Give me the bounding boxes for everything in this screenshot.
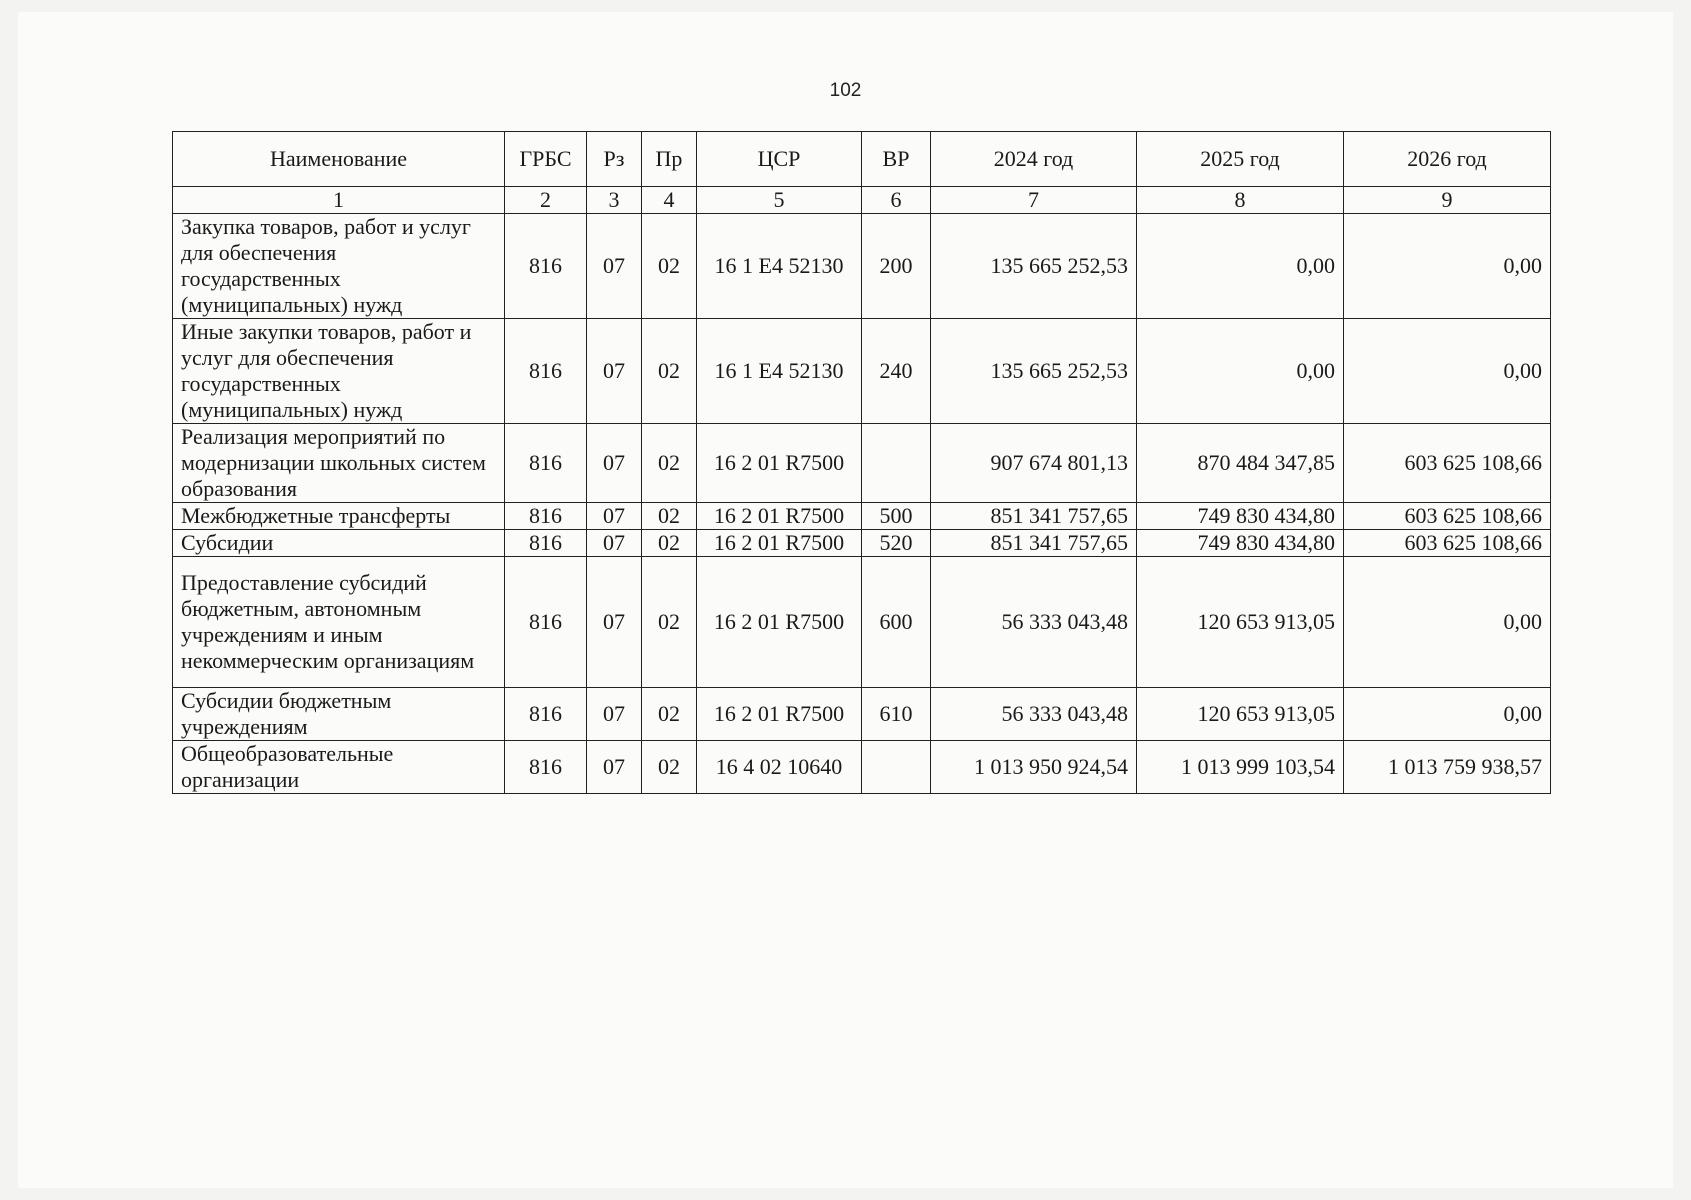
row-grbs: 816	[505, 214, 587, 319]
row-amount-2025: 749 830 434,80	[1137, 530, 1344, 557]
header-grbs: ГРБС	[505, 132, 587, 187]
header-rz: Рз	[587, 132, 642, 187]
table-header-row	[173, 132, 1551, 187]
row-amount-2024: 1 013 950 924,54	[931, 741, 1137, 794]
row-amount-2024: 135 665 252,53	[931, 319, 1137, 424]
row-amount-2025: 120 653 913,05	[1137, 557, 1344, 688]
row-rz: 07	[587, 424, 642, 503]
header-2026: 2026 год	[1344, 132, 1551, 187]
row-csr: 16 2 01 R7500	[697, 530, 862, 557]
row-rz: 07	[587, 557, 642, 688]
row-rz: 07	[587, 741, 642, 794]
row-rz: 07	[587, 688, 642, 741]
header-2025: 2025 год	[1137, 132, 1344, 187]
column-number: 7	[931, 187, 1137, 214]
row-csr: 16 4 02 10640	[697, 741, 862, 794]
row-vr	[862, 741, 931, 794]
row-amount-2026: 603 625 108,66	[1344, 424, 1551, 503]
row-grbs: 816	[505, 503, 587, 530]
row-name: Субсидии бюджетным учреждениям	[173, 688, 505, 741]
row-amount-2025: 0,00	[1137, 319, 1344, 424]
row-vr: 610	[862, 688, 931, 741]
column-number: 3	[587, 187, 642, 214]
page-number: 102	[829, 80, 862, 101]
row-csr: 16 2 01 R7500	[697, 424, 862, 503]
row-name: Иные закупки товаров, работ и услуг для обеспечения государственных (муниципальных) нужд	[173, 319, 505, 424]
row-amount-2025: 120 653 913,05	[1137, 688, 1344, 741]
row-grbs: 816	[505, 688, 587, 741]
table-row	[173, 424, 1551, 503]
row-amount-2026: 603 625 108,66	[1344, 530, 1551, 557]
table-row	[173, 530, 1551, 557]
row-pr: 02	[642, 424, 697, 503]
row-name: Межбюджетные трансферты	[173, 503, 505, 530]
column-number: 4	[642, 187, 697, 214]
row-amount-2024: 851 341 757,65	[931, 503, 1137, 530]
column-number: 2	[505, 187, 587, 214]
row-name: Субсидии	[173, 530, 505, 557]
column-number: 1	[173, 187, 505, 214]
row-csr: 16 2 01 R7500	[697, 557, 862, 688]
column-number: 8	[1137, 187, 1344, 214]
row-rz: 07	[587, 214, 642, 319]
row-vr: 520	[862, 530, 931, 557]
row-pr: 02	[642, 530, 697, 557]
row-vr: 200	[862, 214, 931, 319]
row-name: Предоставление субсидий бюджетным, автономным учреждениям и иным некоммерческим организациям	[173, 557, 505, 688]
row-amount-2026: 0,00	[1344, 319, 1551, 424]
header-2024: 2024 год	[931, 132, 1137, 187]
row-rz: 07	[587, 319, 642, 424]
row-vr	[862, 424, 931, 503]
row-pr: 02	[642, 503, 697, 530]
row-grbs: 816	[505, 319, 587, 424]
row-rz: 07	[587, 530, 642, 557]
header-name: Наименование	[173, 132, 505, 187]
table-row	[173, 214, 1551, 319]
row-csr: 16 2 01 R7500	[697, 688, 862, 741]
table-row	[173, 741, 1551, 794]
row-amount-2025: 1 013 999 103,54	[1137, 741, 1344, 794]
row-grbs: 816	[505, 741, 587, 794]
row-amount-2026: 603 625 108,66	[1344, 503, 1551, 530]
row-csr: 16 1 E4 52130	[697, 319, 862, 424]
row-amount-2024: 135 665 252,53	[931, 214, 1137, 319]
row-amount-2026: 0,00	[1344, 214, 1551, 319]
row-pr: 02	[642, 557, 697, 688]
row-amount-2025: 870 484 347,85	[1137, 424, 1344, 503]
table-row	[173, 557, 1551, 688]
row-amount-2025: 0,00	[1137, 214, 1344, 319]
row-grbs: 816	[505, 557, 587, 688]
column-number: 6	[862, 187, 931, 214]
budget-table	[172, 131, 1551, 794]
row-amount-2024: 907 674 801,13	[931, 424, 1137, 503]
header-vr: ВР	[862, 132, 931, 187]
table-row	[173, 319, 1551, 424]
row-csr: 16 1 E4 52130	[697, 214, 862, 319]
row-amount-2024: 56 333 043,48	[931, 557, 1137, 688]
column-number: 9	[1344, 187, 1551, 214]
row-vr: 500	[862, 503, 931, 530]
table-row	[173, 503, 1551, 530]
row-vr: 240	[862, 319, 931, 424]
row-vr: 600	[862, 557, 931, 688]
column-number-row	[173, 187, 1551, 214]
row-amount-2026: 1 013 759 938,57	[1344, 741, 1551, 794]
row-pr: 02	[642, 741, 697, 794]
table-row	[173, 688, 1551, 741]
row-pr: 02	[642, 214, 697, 319]
row-name: Реализация мероприятий по модернизации школьных систем образования	[173, 424, 505, 503]
row-name: Закупка товаров, работ и услуг для обеспечения государственных (муниципальных) нужд	[173, 214, 505, 319]
row-grbs: 816	[505, 424, 587, 503]
header-pr: Пр	[642, 132, 697, 187]
row-rz: 07	[587, 503, 642, 530]
row-amount-2024: 851 341 757,65	[931, 530, 1137, 557]
header-csr: ЦСР	[697, 132, 862, 187]
row-amount-2026: 0,00	[1344, 557, 1551, 688]
row-name: Общеобразовательные организации	[173, 741, 505, 794]
row-csr: 16 2 01 R7500	[697, 503, 862, 530]
row-amount-2024: 56 333 043,48	[931, 688, 1137, 741]
row-pr: 02	[642, 319, 697, 424]
row-grbs: 816	[505, 530, 587, 557]
row-pr: 02	[642, 688, 697, 741]
column-number: 5	[697, 187, 862, 214]
row-amount-2025: 749 830 434,80	[1137, 503, 1344, 530]
row-amount-2026: 0,00	[1344, 688, 1551, 741]
